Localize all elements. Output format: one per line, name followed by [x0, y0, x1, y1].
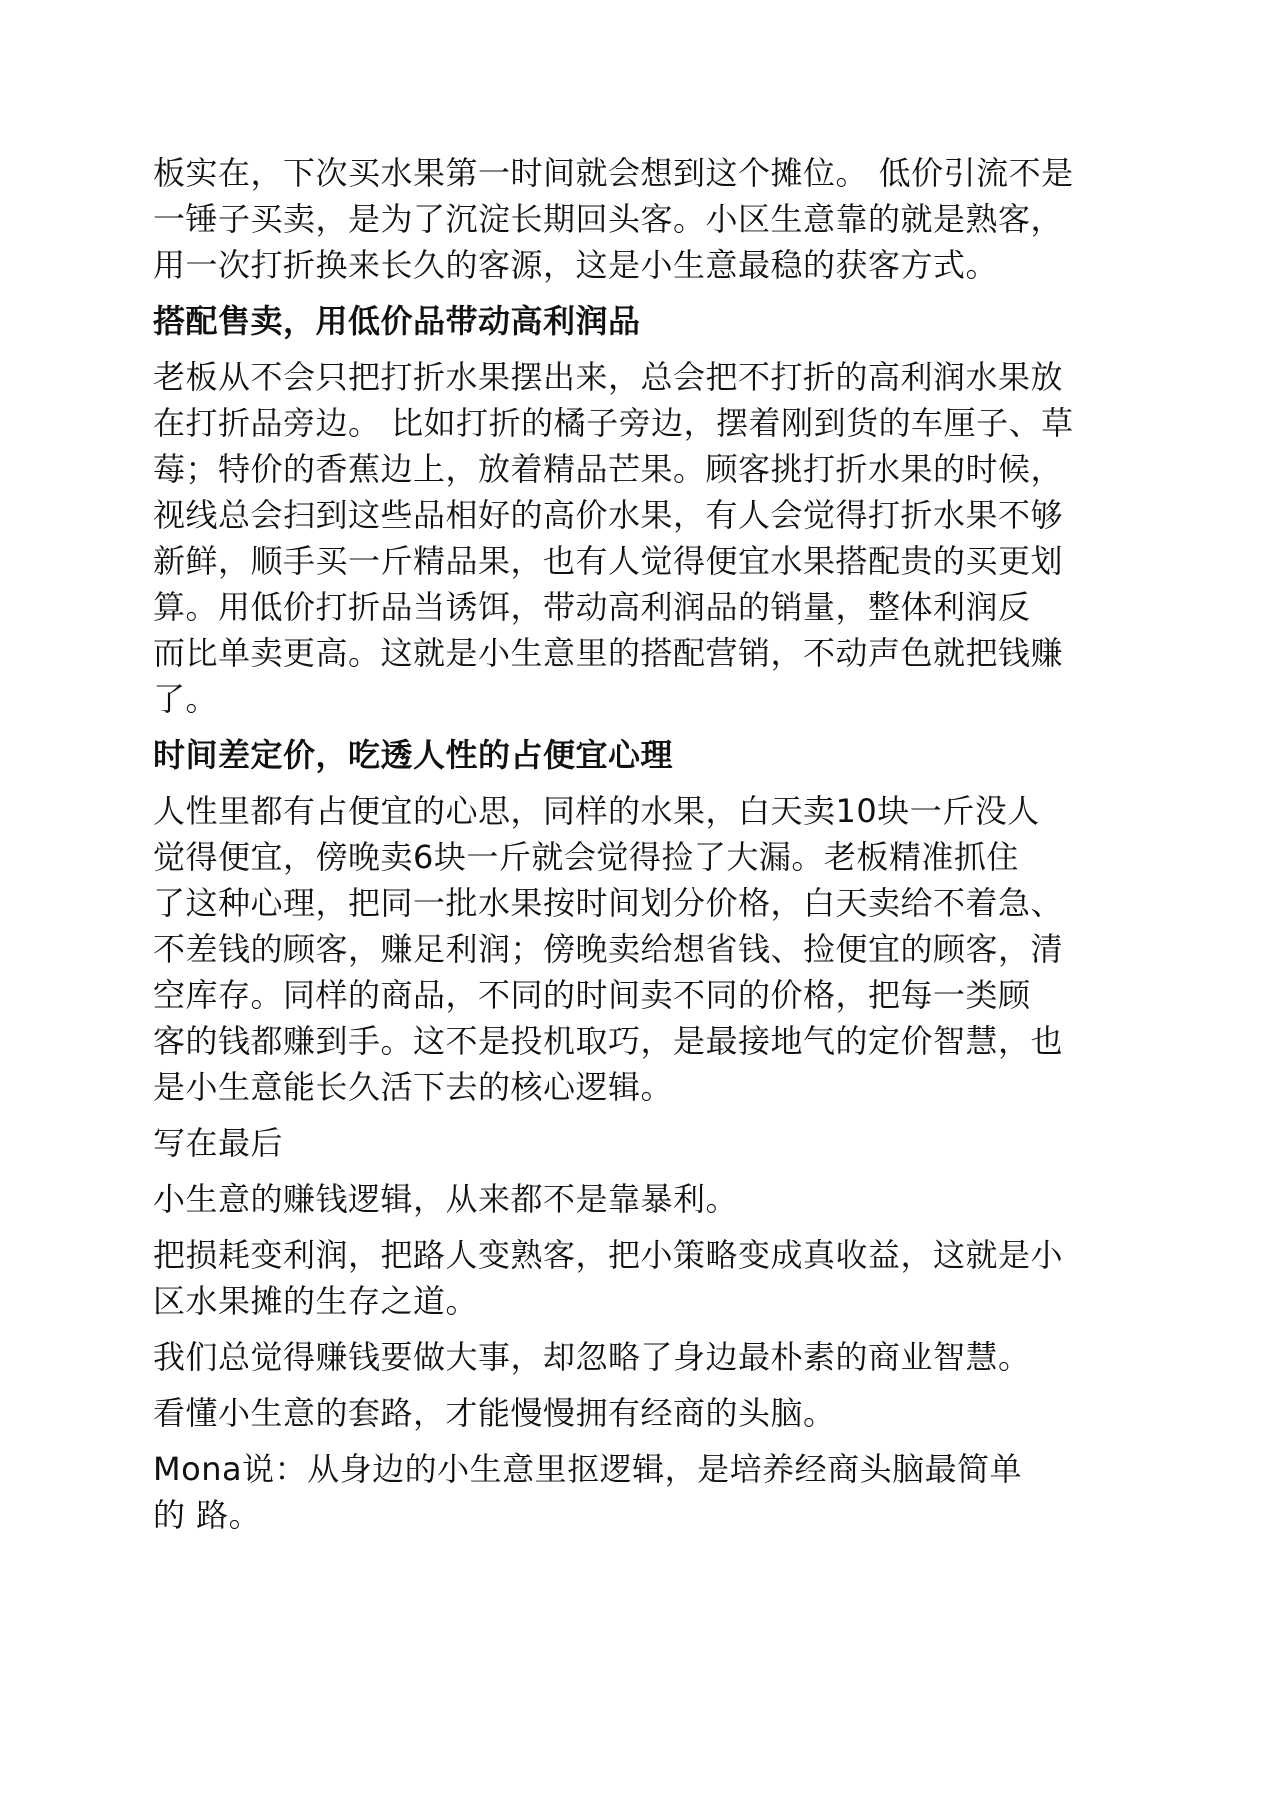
text-line: 区水果摊的生存之道。	[153, 1282, 479, 1320]
text-line: 不差钱的顾客，赚足利润；傍晚卖给想省钱、捡便宜的顾客，清	[153, 930, 1064, 968]
text-line: 板实在，下次买水果第一时间就会想到这个摊位。 低价引流不是	[153, 154, 1074, 192]
text-line: 客的钱都赚到手。这不是投机取巧，是最接地气的定价智慧，也	[153, 1022, 1064, 1060]
text-line: 新鲜，顺手买一斤精品果，也有人觉得便宜水果搭配贵的买更划	[153, 542, 1064, 580]
text-line: 写在最后	[153, 1124, 284, 1162]
text-line: Mona说：从身边的小生意里抠逻辑，是培养经商头脑最简单	[153, 1450, 1023, 1488]
paragraph	[153, 1446, 1128, 1538]
text-line: 用一次打折换来长久的客源，这是小生意最稳的获客方式。	[153, 246, 999, 284]
heading-line: 搭配售卖，用低价品带动高利润品	[153, 302, 641, 340]
text-line: 在打折品旁边。 比如打折的橘子旁边，摆着刚到货的车厘子、草	[153, 404, 1074, 442]
paragraph	[153, 150, 1128, 288]
section-heading	[153, 298, 1128, 344]
paragraph	[153, 1390, 1128, 1436]
paragraph	[153, 1120, 1128, 1166]
text-line: 觉得便宜，傍晚卖6块一斤就会觉得捡了大漏。老板精准抓住	[153, 838, 1019, 876]
text-line: 的 路。	[153, 1496, 262, 1534]
text-line: 空库存。同样的商品，不同的时间卖不同的价格，把每一类顾	[153, 976, 1031, 1014]
text-line: 一锤子买卖，是为了沉淀长期回头客。小区生意靠的就是熟客，	[153, 200, 1064, 238]
heading-line: 时间差定价，吃透人性的占便宜心理	[153, 736, 674, 774]
text-line: 算。用低价打折品当诱饵，带动高利润品的销量，整体利润反	[153, 588, 1031, 626]
paragraph	[153, 1232, 1128, 1324]
text-line: 把损耗变利润，把路人变熟客，把小策略变成真收益，这就是小	[153, 1236, 1064, 1274]
document-page	[153, 150, 1128, 1548]
text-line: 人性里都有占便宜的心思，同样的水果，白天卖10块一斤没人	[153, 792, 1040, 830]
text-line: 小生意的赚钱逻辑，从来都不是靠暴利。	[153, 1180, 739, 1218]
text-line: 了这种心理，把同一批水果按时间划分价格，白天卖给不着急、	[153, 884, 1064, 922]
text-line: 我们总觉得赚钱要做大事，却忽略了身边最朴素的商业智慧。	[153, 1338, 1031, 1376]
paragraph	[153, 354, 1128, 722]
section-heading	[153, 732, 1128, 778]
text-line: 了。	[153, 680, 219, 718]
text-line: 看懂小生意的套路，才能慢慢拥有经商的头脑。	[153, 1394, 836, 1432]
text-line: 而比单卖更高。这就是小生意里的搭配营销，不动声色就把钱赚	[153, 634, 1064, 672]
paragraph	[153, 1334, 1128, 1380]
text-line: 视线总会扫到这些品相好的高价水果，有人会觉得打折水果不够	[153, 496, 1064, 534]
paragraph	[153, 788, 1128, 1110]
text-line: 莓；特价的香蕉边上，放着精品芒果。顾客挑打折水果的时候，	[153, 450, 1064, 488]
paragraph	[153, 1176, 1128, 1222]
text-line: 老板从不会只把打折水果摆出来，总会把不打折的高利润水果放	[153, 358, 1064, 396]
text-line: 是小生意能长久活下去的核心逻辑。	[153, 1068, 674, 1106]
